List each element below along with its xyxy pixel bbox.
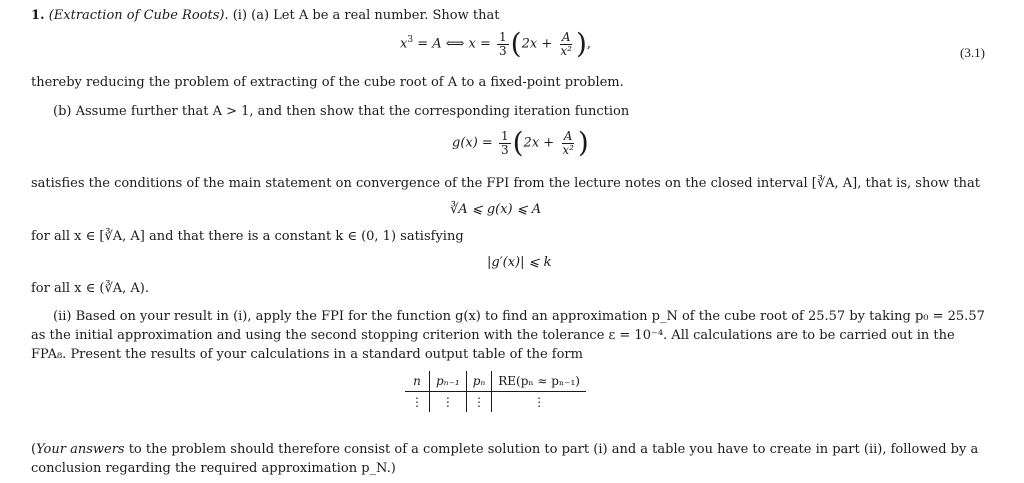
col-header-re: RE(pₙ ≈ pₙ₋₁) [492, 371, 586, 392]
part-b-text: (b) Assume further that A > 1, and then show that the corresponding iteration function [53, 104, 630, 119]
text-satisfies: satisfies the conditions of the main statement on convergence of the FPI from the lecture notes on the closed interval [∛A, A], that is, show that [31, 176, 980, 191]
fraction-a-over-x2: $\frac{A}{\text{x²}}$ [560, 29, 572, 58]
part-ii-line2: as the initial approximation and using the second stopping criterion with the tolerance ε = 10⁻⁴. All calculations are to be carried out in the [31, 328, 955, 343]
closing-line2: conclusion regarding the required approximation p_N.) [31, 461, 396, 476]
fraction-one-third: $\frac{1}{3}$ [499, 29, 507, 58]
inequality-g-bounds: ∛A ⩽ g(x) ⩽ A [450, 202, 542, 217]
problem-title: (Extraction of Cube Roots). [48, 8, 229, 23]
equation-label: (3.1) [960, 45, 985, 60]
dots-re: ⋮ [533, 395, 546, 409]
problem-heading [31, 8, 499, 23]
part-ii-line1: (ii) Based on your result in (i), apply the FPI for the function g(x) to find an approximation p_N of the cube root of 25.57 by taking p₀ = 25.57 [53, 309, 985, 324]
text-forall-open: for all x ∈ (∛A, A). [31, 281, 150, 296]
problem-intro: (i) (a) Let A be a real number. Show that [232, 8, 500, 23]
closing-line1: (Your answers to the problem should therefore consist of a complete solution to part (i) and a table you have to create in part (ii), followed by a [31, 442, 979, 457]
dots-pn: ⋮ [466, 392, 492, 413]
output-table-template [405, 371, 586, 412]
text-forall-constant: for all x ∈ [∛A, A] and that there is a constant k ∈ (0, 1) satisfying [31, 229, 464, 244]
inequality-derivative: |g′(x)| ⩽ k [487, 255, 552, 270]
col-header-n: n [405, 371, 430, 392]
dots-n: ⋮ [405, 392, 430, 413]
equation-3-1: $x^3 = A$ ⟺ x = $\frac{1}{3}$ (2x + $\frac{A}{\text{x²}}$ ), [400, 27, 592, 60]
problem-number: 1. [31, 8, 45, 23]
your-answers: Your answers [36, 442, 125, 457]
text-fixed-point: thereby reducing the problem of extracting of the cube root of A to a fixed-point problem. [31, 75, 624, 90]
col-header-pn-1: pₙ₋₁ [430, 371, 467, 392]
equation-g: g(x) = $\frac{1}{3}$ (2x + $\frac{A}{\text{x²}}$ ) [452, 126, 589, 159]
col-header-pn: pₙ [466, 371, 492, 392]
part-ii-line3: FPA₈. Present the results of your calculations in a standard output table of the form [31, 347, 583, 362]
dots-pn-1: ⋮ [430, 392, 467, 413]
